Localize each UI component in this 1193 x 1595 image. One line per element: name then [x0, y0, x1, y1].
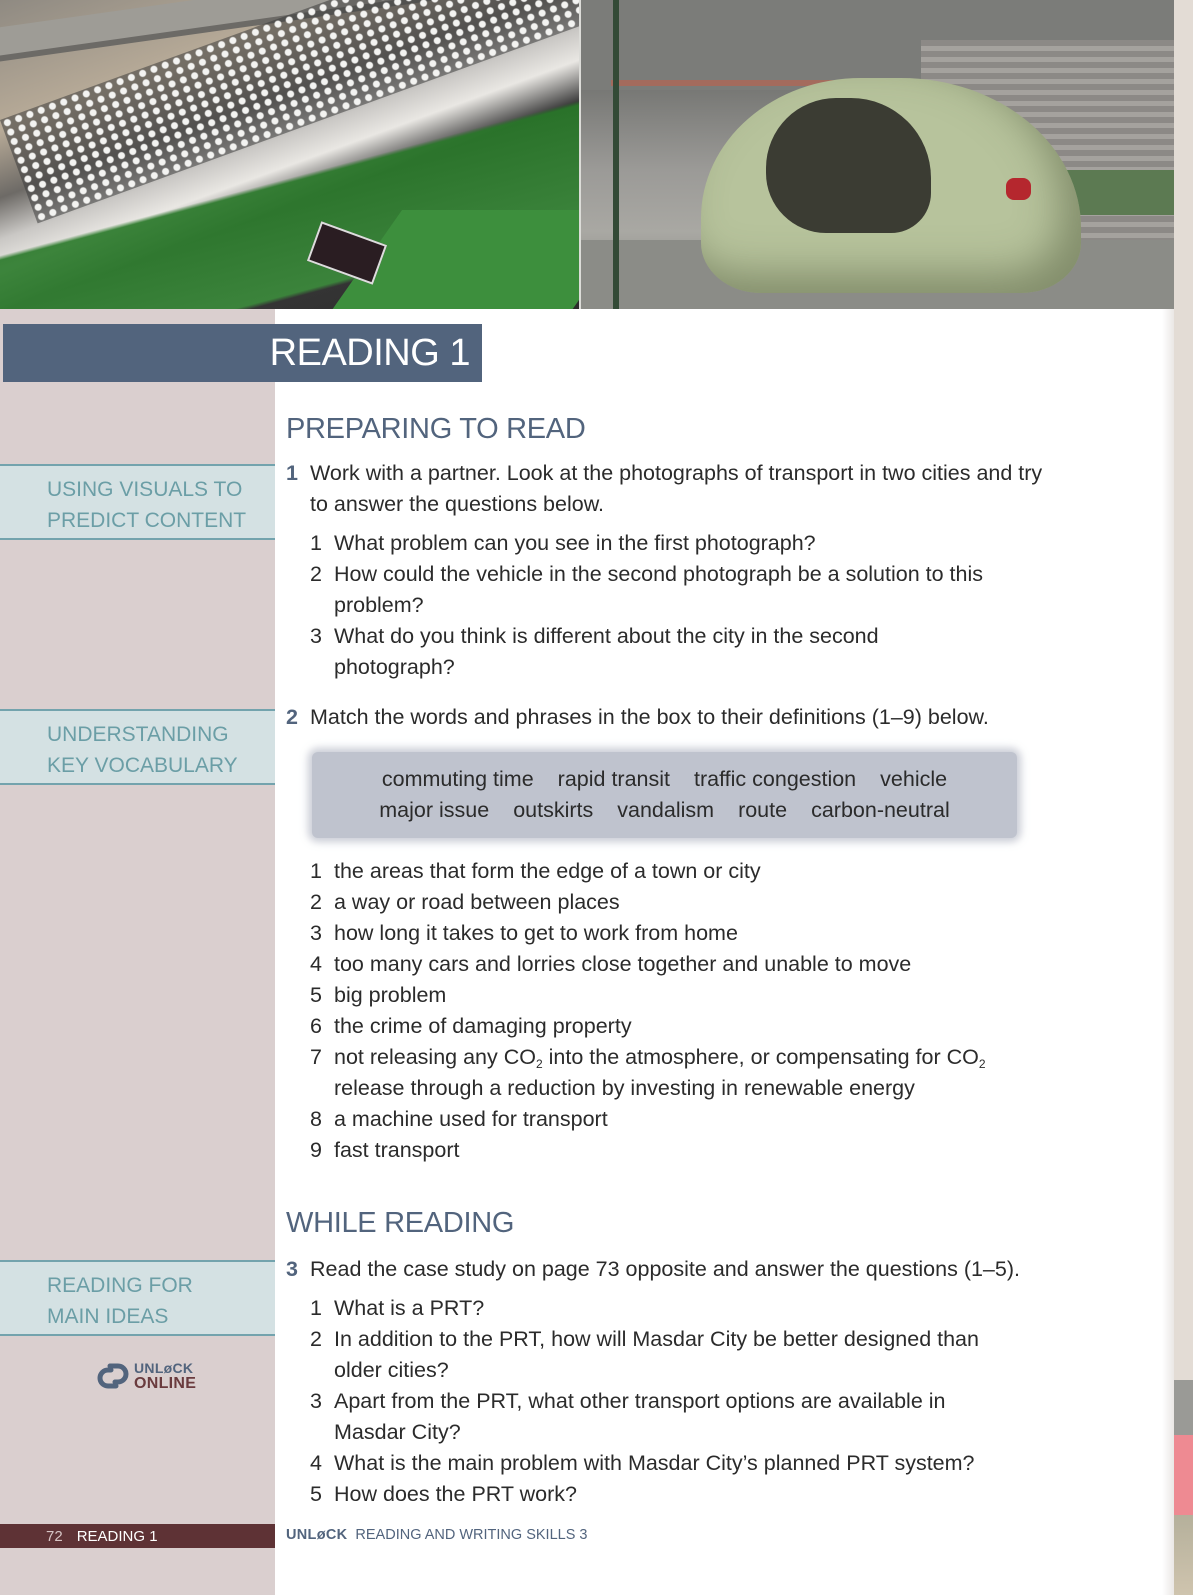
- instruction-text: Work with a partner. Look at the photographs of transport in two cities and try to answer the questions below.: [310, 461, 1043, 516]
- definition-item: [310, 1135, 1046, 1166]
- skill-label-main-ideas: [0, 1260, 275, 1336]
- skill-label-visuals: [0, 464, 275, 540]
- word-row: [370, 764, 959, 795]
- footer-brand: [286, 1527, 587, 1543]
- definition-text: a way or road between places: [334, 890, 620, 914]
- definition-text-part: release through a reduction by investing in renewable energy: [334, 1076, 915, 1100]
- question-text: What do you think is different about the city in the second photograph?: [334, 624, 879, 679]
- vocab-word: carbon-neutral: [811, 798, 950, 822]
- definition-text: too many cars and lorries close together and unable to move: [334, 952, 912, 976]
- question-text: In addition to the PRT, how will Masdar City be better designed than older cities?: [334, 1327, 979, 1382]
- question-list: [310, 528, 1046, 683]
- question-text: What is the main problem with Masdar City’s planned PRT system?: [334, 1451, 975, 1475]
- definitions-list: [286, 856, 1046, 1166]
- page-gutter-shadow: [1162, 309, 1174, 1595]
- question-number: 4: [310, 1451, 322, 1475]
- online-label: ONLINE: [134, 1375, 197, 1392]
- definition-number: 8: [310, 1107, 322, 1131]
- definition-number: 1: [310, 859, 322, 883]
- page-number: 72: [46, 1527, 63, 1545]
- unlock-online-link[interactable]: [96, 1358, 206, 1394]
- link-icon: [96, 1360, 130, 1392]
- question-number: 2: [310, 1327, 322, 1351]
- question-number: 3: [310, 1389, 322, 1413]
- definition-item: [310, 1042, 1010, 1104]
- footer-band: [0, 1524, 275, 1548]
- subscript: 2: [978, 1057, 986, 1071]
- instruction-text: Match the words and phrases in the box to their definitions (1–9) below.: [310, 705, 989, 729]
- question-list: [310, 1293, 1046, 1510]
- question-item: [310, 621, 940, 683]
- definition-text-part: into the atmosphere, or compensating for CO: [542, 1045, 979, 1069]
- vocab-word: rapid transit: [557, 767, 670, 791]
- question-text: What is a PRT?: [334, 1296, 485, 1320]
- skill-label-line: KEY VOCABULARY: [47, 754, 238, 777]
- vocab-word: route: [738, 798, 788, 822]
- skill-label-line: USING VISUALS TO: [47, 478, 243, 501]
- exercise-2: [286, 702, 1046, 733]
- question-text: How could the vehicle in the second photograph be a solution to this problem?: [334, 562, 984, 617]
- question-number: 3: [310, 624, 322, 648]
- exercise-number: 3: [286, 1257, 298, 1281]
- section-heading-preparing: PREPARING TO READ: [286, 413, 586, 445]
- question-text: What problem can you see in the first photograph?: [334, 531, 816, 555]
- skill-label-line: PREDICT CONTENT: [47, 509, 247, 532]
- reading-header-band: [3, 324, 482, 382]
- definition-item: [310, 887, 1046, 918]
- skill-label-line: READING FOR: [47, 1274, 193, 1297]
- exercise-3: [286, 1254, 1046, 1510]
- definition-text: the areas that form the edge of a town or city: [334, 859, 761, 883]
- traffic-jam-photo: [0, 0, 581, 309]
- definition-number: 7: [310, 1045, 322, 1069]
- brand-logo: UNLøCK: [286, 1527, 348, 1543]
- definition-text: [334, 1042, 1010, 1104]
- question-item: [310, 1479, 1046, 1510]
- subscript: 2: [535, 1057, 543, 1071]
- question-number: 2: [310, 562, 322, 586]
- exercise-number: 2: [286, 705, 298, 729]
- glass-frame: [613, 0, 619, 309]
- question-item: [310, 1448, 1046, 1479]
- instruction-text: Read the case study on page 73 opposite and answer the questions (1–5).: [310, 1257, 1020, 1281]
- vocab-word: major issue: [379, 798, 490, 822]
- unlock-label: UNLøCK: [134, 1360, 194, 1376]
- definition-text: fast transport: [334, 1138, 460, 1162]
- definition-number: 6: [310, 1014, 322, 1038]
- vocab-word: vandalism: [617, 798, 715, 822]
- exercise-instruction: [286, 702, 1046, 733]
- skill-label-line: UNDERSTANDING: [47, 723, 229, 746]
- series-title: READING AND WRITING SKILLS 3: [355, 1527, 588, 1543]
- footer-section: READING 1: [76, 1527, 158, 1545]
- question-item: [310, 1324, 1020, 1386]
- definition-text: how long it takes to get to work from home: [334, 921, 738, 945]
- question-item: [310, 528, 1046, 559]
- definition-text: the crime of damaging property: [334, 1014, 632, 1038]
- prt-pod-photo: [581, 0, 1174, 309]
- next-page-photo-sliver-pink: [1174, 1435, 1193, 1515]
- question-number: 5: [310, 1482, 322, 1506]
- vocab-word: commuting time: [381, 767, 534, 791]
- question-text: How does the PRT work?: [334, 1482, 577, 1506]
- exercise-instruction: [286, 1254, 1046, 1285]
- exercise-number: 1: [286, 461, 298, 485]
- question-item: [310, 1386, 990, 1448]
- definition-number: 9: [310, 1138, 322, 1162]
- skill-label-line: MAIN IDEAS: [47, 1305, 169, 1328]
- definition-item: [310, 980, 1046, 1011]
- question-number: 1: [310, 531, 322, 555]
- definition-item: [310, 856, 1046, 887]
- question-item: [310, 1293, 1046, 1324]
- definition-text: big problem: [334, 983, 447, 1007]
- next-page-photo-sliver: [1174, 1380, 1193, 1440]
- question-text: Apart from the PRT, what other transport options are available in Masdar City?: [334, 1389, 946, 1444]
- definition-item: [310, 1104, 1046, 1135]
- definition-item: [310, 949, 1046, 980]
- exercise-instruction: [286, 458, 1046, 520]
- definition-item: [310, 1011, 1046, 1042]
- word-row: [367, 795, 961, 826]
- page-title: READING 1: [269, 331, 470, 374]
- exercise-1: [286, 458, 1046, 683]
- vocabulary-word-box: [312, 752, 1017, 838]
- definition-item: [310, 918, 1046, 949]
- section-heading-while: WHILE READING: [286, 1207, 515, 1239]
- skill-label-vocabulary: [0, 709, 275, 785]
- prt-taillight: [1006, 178, 1031, 200]
- billboard: [307, 221, 387, 284]
- definition-items: [310, 856, 1046, 1166]
- next-page-photo-sliver-bottom: [1174, 1515, 1193, 1595]
- definition-text: a machine used for transport: [334, 1107, 608, 1131]
- vocab-word: vehicle: [880, 767, 948, 791]
- question-item: [310, 559, 990, 621]
- vocab-word: traffic congestion: [694, 767, 857, 791]
- question-number: 1: [310, 1296, 322, 1320]
- definition-text-part: not releasing any CO: [334, 1045, 536, 1069]
- vocab-word: outskirts: [513, 798, 594, 822]
- definition-number: 4: [310, 952, 322, 976]
- definition-number: 5: [310, 983, 322, 1007]
- next-page-edge: [1174, 0, 1193, 1595]
- definition-number: 2: [310, 890, 322, 914]
- definition-number: 3: [310, 921, 322, 945]
